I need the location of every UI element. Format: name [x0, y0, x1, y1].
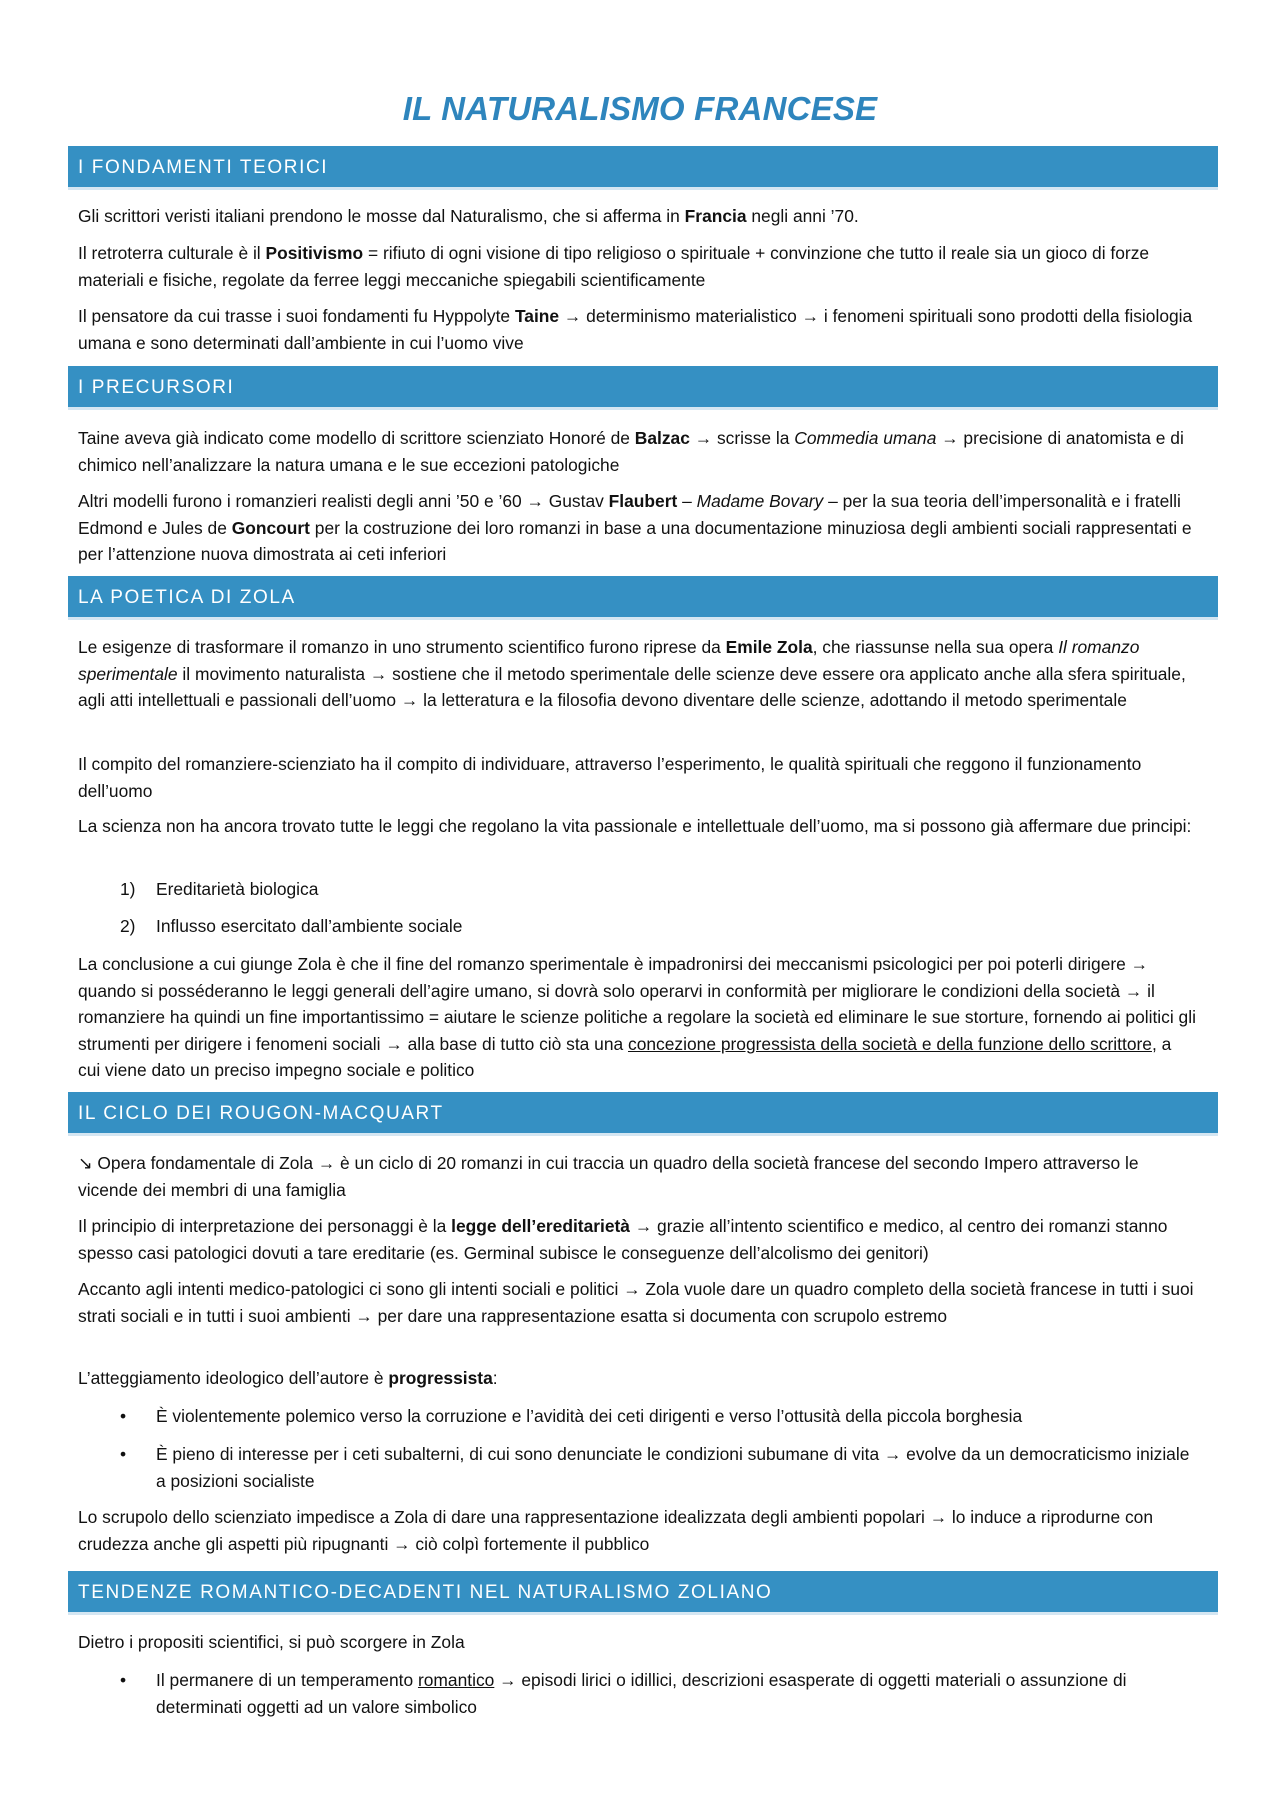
section-heading-rougon-macquart: IL CICLO DEI ROUGON-MACQUART	[68, 1092, 1218, 1136]
paragraph: L’atteggiamento ideologico dell’autore è progressista:	[78, 1368, 498, 1388]
bold-term: Goncourt	[231, 517, 310, 538]
bold-term: Emile Zola	[725, 637, 813, 657]
bold-term: Taine	[514, 306, 560, 326]
paragraph: Le esigenze di trasformare il romanzo in uno strumento scientifico furono riprese da Emile Zola, che riassunse nella sua opera Il romanzo sperimentale il movimento naturalista → sostiene che il metodo sperimentale delle scienze deve essere ora applicato anche alla sfera spirituale, agli atti intellettuali e passionali dell’uomo → la letteratura e la filosofia devono diventare delle scienze, adottando il metodo sperimentale	[78, 637, 1186, 710]
italic-title: Il romanzo sperimentale	[78, 637, 1140, 684]
paragraph: Il retroterra culturale è il Positivismo = rifiuto di ogni visione di tipo religioso o spirituale + convinzione che tutto il reale sia un gioco di forze materiali e fisiche, regolate da ferree leggi meccaniche spiegabili scientificamente	[78, 243, 1150, 290]
document-title: IL NATURALISMO FRANCESE	[402, 90, 878, 127]
list-marker: 2)	[120, 916, 136, 936]
section-heading-poetica-zola: LA POETICA DI ZOLA	[68, 576, 1218, 620]
bullet-text: Il permanere di un temperamento romantico → episodi lirici o idillici, descrizioni esasperate di oggetti materiali o assunzione di determinati oggetti ad un valore simbolico	[156, 1670, 1127, 1717]
bold-term: Flaubert	[608, 491, 678, 511]
bullet-text: È violentemente polemico verso la corruzione e l’avidità dei ceti dirigenti e verso l’ottusità della piccola borghesia	[156, 1406, 1023, 1426]
underlined-phrase: romantico	[417, 1670, 495, 1690]
paragraph: La conclusione a cui giunge Zola è che il fine del romanzo sperimentale è impadronirsi dei meccanismi psicologici per poi poterli dirigere → quando si posséderanno le leggi generali dell’agire umano, si dovrà solo operarvi in conformità per migliorare le condizioni della società → il romanziere ha quindi un fine importantissimo = aiutare le scienze politiche a regolare la società ed eliminare le sue storture, fornendo ai politici gli strumenti per dirigere i fenomeni sociali → alla base di tutto ciò sta una concezione progressista della società e della funzione dello scrittore, a cui viene dato un preciso impegno sociale e politico	[78, 954, 1196, 1080]
section-heading-precursori: I PRECURSORI	[68, 366, 1218, 410]
paragraph: Taine aveva già indicato come modello di scrittore scienziato Honoré de Balzac → scrisse la Commedia umana → precisione di anatomista e di chimico nell’analizzare la natura umana e le sue eccezioni patologiche	[78, 428, 1184, 475]
bold-term: Positivismo	[265, 243, 364, 263]
paragraph: Accanto agli intenti medico-patologici ci sono gli intenti sociali e politici → Zola vuole dare un quadro completo della società francese in tutti i suoi strati sociali e in tutti i suoi ambienti → per dare una rappresentazione esatta si documenta con scrupolo estremo	[78, 1279, 1194, 1326]
bold-term: Balzac	[634, 428, 690, 448]
bullet-marker: •	[120, 1670, 127, 1690]
bold-term: legge dell’ereditarietà	[451, 1216, 630, 1236]
section-heading-tendenze: TENDENZE ROMANTICO-DECADENTI NEL NATURALISMO ZOLIANO	[68, 1571, 1218, 1615]
paragraph: La scienza non ha ancora trovato tutte le leggi che regolano la vita passionale e intellettuale dell’uomo, ma si possono già affermare due principi:	[78, 816, 1192, 836]
section-heading-fondamenti: I FONDAMENTI TEORICI	[68, 146, 1218, 190]
list-marker: 1)	[120, 879, 136, 899]
paragraph: Dietro i propositi scientifici, si può scorgere in Zola	[78, 1632, 465, 1652]
paragraph: Il principio di interpretazione dei personaggi è la legge dell’ereditarietà → grazie all’intento scientifico e medico, al centro dei romanzi stanno spesso casi patologici dovuti a tare ereditarie (es. Germinal subisce le conseguenze dell’alcolismo dei genitori)	[78, 1216, 1168, 1263]
bold-term: Francia	[684, 206, 747, 226]
paragraph: Il compito del romanziere-scienziato ha il compito di individuare, attraverso l’esperimento, le qualità spirituali che reggono il funzionamento dell’uomo	[78, 754, 1142, 801]
bullet-marker: •	[120, 1444, 127, 1464]
paragraph: Il pensatore da cui trasse i suoi fondamenti fu Hyppolyte Taine → determinismo materialistico → i fenomeni spirituali sono prodotti della fisiologia umana e sono determinati dall’ambiente in cui l’uomo vive	[78, 306, 1193, 353]
underlined-phrase: concezione progressista della società e della funzione dello scrittore	[628, 1033, 1152, 1054]
italic-title: Commedia umana	[794, 428, 937, 448]
paragraph: Gli scrittori veristi italiani prendono le mosse dal Naturalismo, che si afferma in Francia negli anni ’70.	[78, 206, 859, 226]
paragraph: Altri modelli furono i romanzieri realisti degli anni ’50 e ’60 → Gustav Flaubert – Madame Bovary – per la sua teoria dell’impersonalità e i fratelli Edmond e Jules de Goncourt per la costruzione dei loro romanzi in base a una documentazione minuziosa degli ambienti sociali rappresentati e per l’attenzione nuova dimostrata ai ceti inferiori	[78, 491, 1192, 564]
list-text: Influsso esercitato dall’ambiente sociale	[156, 916, 463, 936]
paragraph: ↘ Opera fondamentale di Zola → è un ciclo di 20 romanzi in cui traccia un quadro della società francese del secondo Impero attraverso le vicende dei membri di una famiglia	[78, 1153, 1139, 1200]
bullet-marker: •	[120, 1406, 127, 1426]
list-text: Ereditarietà biologica	[156, 879, 319, 899]
bold-term: progressista	[388, 1368, 493, 1388]
paragraph: Lo scrupolo dello scienziato impedisce a Zola di dare una rappresentazione idealizzata degli ambienti popolari → lo induce a riprodurne con crudezza anche gli aspetti più ripugnanti → ciò colpì fortemente il pubblico	[78, 1507, 1154, 1554]
bullet-text: È pieno di interesse per i ceti subalterni, di cui sono denunciate le condizioni subumane di vita → evolve da un democraticismo iniziale a posizioni socialiste	[156, 1444, 1190, 1491]
italic-title: Madame Bovary	[696, 491, 824, 511]
